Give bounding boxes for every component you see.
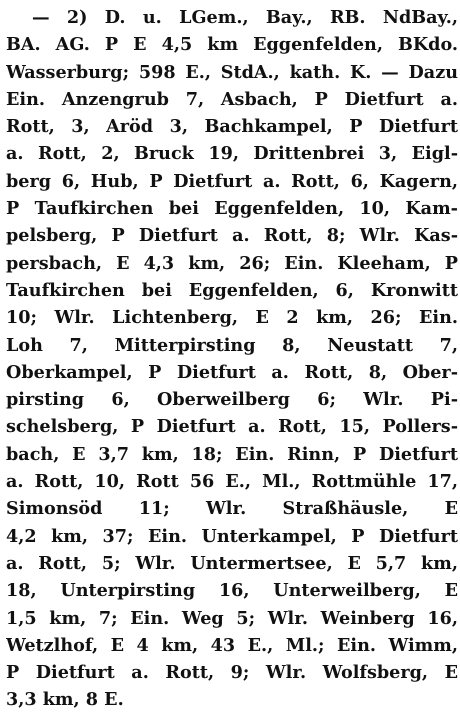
entry-line: Oberkampel, P Dietfurt a. Rott, 8, Ober- <box>6 361 458 383</box>
entry-line: bach, E 3,7 km, 18; Ein. Rinn, P Dietfurt <box>6 443 458 465</box>
gazetteer-entry <box>6 4 458 714</box>
entry-line: Taufkirchen bei Eggenfelden, 6, Kronwitt <box>6 279 458 301</box>
entry-line: pelsberg, P Dietfurt a. Rott, 8; Wlr. Kas- <box>6 225 458 247</box>
entry-line: a. Rott, 10, Rott 56 E., Ml., Rottmühle 17, <box>6 471 458 493</box>
entry-line: 4,2 km, 37; Ein. Unterkampel, P Dietfurt <box>6 525 458 547</box>
entry-line: BA. AG. P E 4,5 km Eggenfelden, BKdo. <box>6 34 458 56</box>
entry-line: Wasserburg; 598 E., StdA., kath. K. — Dazu <box>6 61 458 83</box>
entry-line: schelsberg, P Dietfurt a. Rott, 15, Pollers- <box>6 416 458 438</box>
entry-line: 10; Wlr. Lichtenberg, E 2 km, 26; Ein. <box>6 307 458 329</box>
entry-line: — 2) D. u. LGem., Bay., RB. NdBay., <box>32 7 458 28</box>
entry-line: pirsting 6, Oberweilberg 6; Wlr. Pi- <box>6 389 458 411</box>
entry-line: a. Rott, 5; Wlr. Untermertsee, E 5,7 km, <box>6 552 458 574</box>
entry-line: berg 6, Hub, P Dietfurt a. Rott, 6, Kagern, <box>6 170 458 192</box>
entry-line: 3,3 km, 8 E. <box>6 689 124 711</box>
entry-line: Wetzlhof, E 4 km, 43 E., Ml.; Ein. Wimm, <box>6 634 458 656</box>
entry-line: P Dietfurt a. Rott, 9; Wlr. Wolfsberg, E <box>6 662 458 684</box>
entry-line: Rott, 3, Aröd 3, Bachkampel, P Dietfurt <box>6 116 458 138</box>
entry-line: a. Rott, 2, Bruck 19, Drittenbrei 3, Eigl- <box>6 143 458 165</box>
entry-line: Loh 7, Mitterpirsting 8, Neustatt 7, <box>6 334 458 356</box>
entry-line: 1,5 km, 7; Ein. Weg 5; Wlr. Weinberg 16, <box>6 607 458 629</box>
entry-line: 18, Unterpirsting 16, Unterweilberg, E <box>6 580 458 602</box>
entry-line: Simonsöd 11; Wlr. Straßhäusle, E <box>6 498 458 520</box>
entry-line: persbach, E 4,3 km, 26; Ein. Kleeham, P <box>6 252 458 274</box>
entry-line: P Taufkirchen bei Eggenfelden, 10, Kam- <box>6 198 458 220</box>
entry-line: Ein. Anzengrub 7, Asbach, P Dietfurt a. <box>6 88 458 110</box>
